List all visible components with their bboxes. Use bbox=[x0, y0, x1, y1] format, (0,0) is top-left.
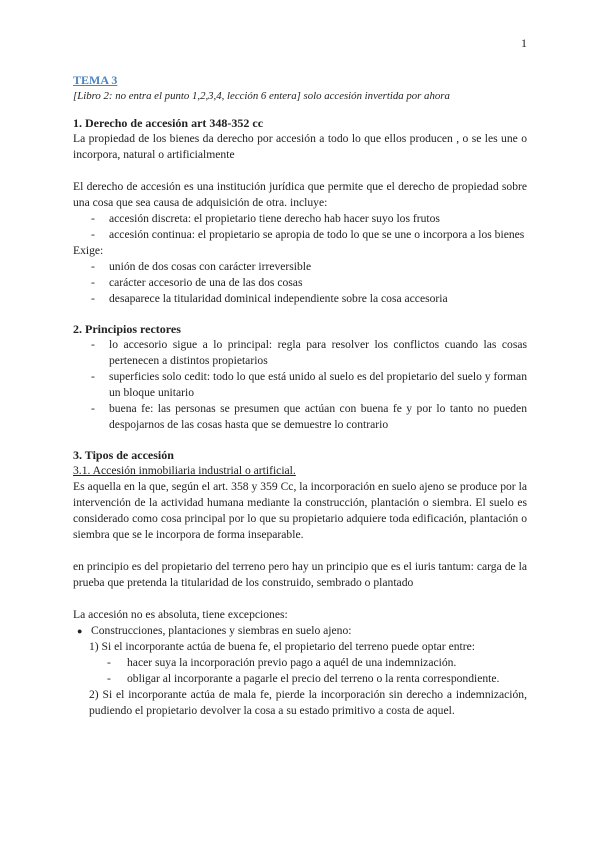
list-item: - accesión continua: el propietario se apropia de todo lo que se une o incorpora a los bienes bbox=[73, 227, 527, 243]
case-1 bbox=[73, 639, 527, 687]
section-3-paragraph: La accesión no es absoluta, tiene excepciones: bbox=[73, 608, 288, 621]
list-item: - unión de dos cosas con carácter irreversible bbox=[73, 259, 527, 275]
tema-subtitle: [Libro 2: no entra el punto 1,2,3,4, lección 6 entera] solo accesión invertida por ahora bbox=[73, 90, 450, 102]
subsection-3-1-title: 3.1. Accesión inmobiliaria industrial o artificial. bbox=[73, 464, 296, 477]
exceptions-list bbox=[73, 623, 527, 639]
section-1-paragraph: La propiedad de los bienes da derecho por accesión a todo lo que ellos producen , o se les une o incorpora, natural o artificialmente bbox=[73, 132, 527, 161]
case-1-options bbox=[89, 655, 527, 687]
section-1-paragraph: El derecho de accesión es una institución jurídica que permite que el derecho de propiedad sobre una cosa que sea causa de adquisición de otra. incluye: bbox=[73, 180, 527, 209]
bullet-icon: ● bbox=[77, 626, 83, 636]
section-3-paragraph: Es aquella en la que, según el art. 358 y 359 Cc, la incorporación en suelo ajeno se produce por la intervención de la actividad humana mediante la construcción, plantación o siembra. El suelo es considerado como cosa principal por lo que su propietario adquiere toda edificación, plantación o siembra que se le incorpora de forma inseparable. bbox=[73, 480, 527, 541]
section-2-title: 2. Principios rectores bbox=[73, 322, 181, 336]
list-item: - carácter accesorio de una de las dos cosas bbox=[73, 275, 527, 291]
document-body bbox=[73, 72, 527, 719]
case-1-text: 1) Si el incorporante actúa de buena fe, el propietario del terreno puede optar entre: bbox=[89, 640, 475, 653]
page-number: 1 bbox=[521, 36, 527, 50]
list-item: - obligar al incorporante a pagarle el precio del terreno o la renta correspondiente. bbox=[89, 671, 527, 687]
list-item: - lo accesorio sigue a lo principal: regla para resolver los conflictos cuando las cosas pertenecen a distintos propietarios bbox=[73, 337, 527, 369]
list-item: - superficies solo cedit: todo lo que está unido al suelo es del propietario del suelo y forman un bloque unitario bbox=[73, 369, 527, 401]
principles-list bbox=[73, 337, 527, 433]
section-1-title: 1. Derecho de accesión art 348-352 cc bbox=[73, 116, 264, 130]
case-2 bbox=[73, 687, 527, 719]
list-item: - desaparece la titularidad dominical independiente sobre la cosa accesoria bbox=[73, 291, 527, 307]
list-item: - hacer suya la incorporación previo pago a aquél de una indemnización. bbox=[89, 655, 527, 671]
section-3-paragraph: en principio es del propietario del terreno pero hay un principio que es el iuris tantum: carga de la prueba que pretenda la titularidad de los construido, sembrado o plantado bbox=[73, 560, 527, 589]
list-item: - buena fe: las personas se presumen que actúan con buena fe y por lo tanto no pueden despojarnos de las cosas hasta que se demuestre lo contrario bbox=[73, 401, 527, 433]
exige-list bbox=[73, 259, 527, 307]
includes-list bbox=[73, 211, 527, 243]
exige-label: Exige: bbox=[73, 244, 104, 257]
bullet-text: Construcciones, plantaciones y siembras en suelo ajeno: bbox=[91, 624, 352, 637]
case-2-text: 2) Si el incorporante actúa de mala fe, pierde la incorporación sin derecho a indemnización, pudiendo el propietario devolver la cosa a su estado primitivo a costa de aquel. bbox=[89, 688, 527, 717]
list-item: - accesión discreta: el propietario tiene derecho hab hacer suyo los frutos bbox=[73, 211, 527, 227]
tema-title: TEMA 3 bbox=[73, 73, 118, 87]
list-item bbox=[73, 623, 527, 639]
section-3-title: 3. Tipos de accesión bbox=[73, 448, 174, 462]
